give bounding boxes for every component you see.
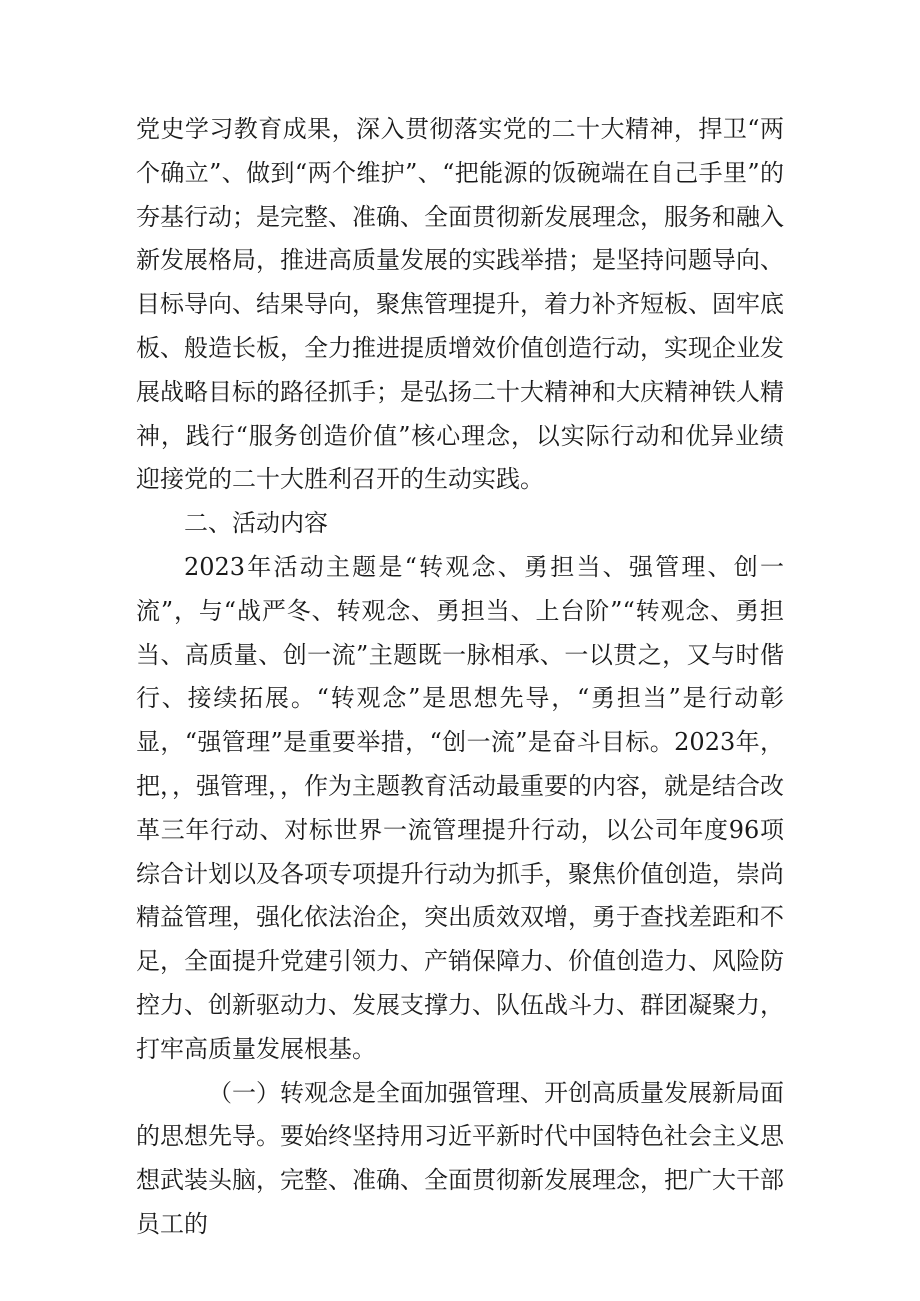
document-body [136, 108, 784, 1247]
paragraph-subsection-1: （一）转观念是全面加强管理、开创高质量发展新局面的思想先导。要始终坚持用习近平新时代中国特色社会主义思想武装头脑，完整、准确、全面贯彻新发展理念，把广大干部员工的 [136, 1078, 784, 1238]
paragraph-activity-theme: 2023年活动主题是“转观念、勇担当、强管理、创一流”，与“战严冬、转观念、勇担当、上台阶”“转观念、勇担当、高质量、创一流”主题既一脉相承、一以贯之，又与时偕行、接续拓展。“转观念”是思想先导，“勇担当”是行动彰显，“强管理”是重要举措，“创一流”是奋斗目标。2023年，把，，强管理，，作为主题教育活动最重要的内容，就是结合改革三年行动、对标世界一流管理提升行动，以公司年度96项综合计划以及各项专项提升行动为抓手，聚焦价值创造，崇尚精益管理，强化依法治企，突出质效双增，勇于查找差距和不足，全面提升党建引领力、产销保障力、价值创造力、风险防控力、创新驱动力、发展支撑力、队伍战斗力、群团凝聚力，打牢高质量发展根基。 [136, 552, 784, 1063]
section-heading-activity-content: 二、活动内容 [184, 509, 328, 538]
paragraph-continuation: 党史学习教育成果，深入贯彻落实党的二十大精神，捍卫“两个确立”、做到“两个维护”、“把能源的饭碗端在自己手里”的夯基行动；是完整、准确、全面贯彻新发展理念，服务和融入新发展格局，推进高质量发展的实践举措；是坚持问题导向、目标导向、结果导向，聚焦管理提升，着力补齐短板、固牢底板、般造长板，全力推进提质增效价值创造行动，实现企业发展战略目标的路径抓手；是弘扬二十大精神和大庆精神铁人精神，践行“服务创造价值”核心理念，以实际行动和优异业绩迎接党的二十大胜利召开的生动实践。 [136, 115, 784, 494]
